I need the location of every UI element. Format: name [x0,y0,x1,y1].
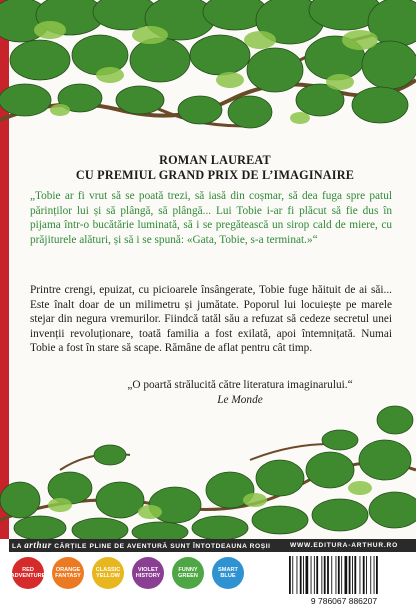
barcode-bar [292,556,293,594]
award-heading-line2: CU PREMIUL GRAND PRIX DE L’IMAGINAIRE [75,168,355,182]
barcode-bar [370,556,371,594]
tagline-prefix: LA [12,543,22,550]
barcode-bar [376,556,378,594]
barcode-bar [289,556,291,594]
barcode-bar [327,556,329,594]
barcode-digits: 9 786067 886207 [310,596,378,606]
barcode-bar [311,556,312,594]
publisher-tagline [12,540,271,552]
excerpt-quote: „Tobie ar fi vrut să se poată trezi, să iasă din coșmar, să dea fuga spre patul părinților lui și să plângă, să plângă... Lui Tobie i-ar fi plăcut să fie dus în pijama într-o bucătărie luminată, să i se pregătească un sirop cald de miere, cu prăjiturele alături, și să i se spună: «Gata, Tobie, s-a terminat.»“ [30,190,392,246]
collection-badge-yellow: CLASSIC YELLOW [92,557,124,589]
barcode-bar [349,556,351,594]
collection-badge-red: RED ADVENTURE [12,557,44,589]
review-text: „O poartă strălucită către literatura imaginarului.“ [127,379,353,391]
barcode-bar [345,556,348,594]
barcode-bar [360,556,361,594]
barcode-bar [331,556,332,594]
tagline-rest: CĂRȚILE PLINE DE AVENTURĂ SUNT ÎNTOTDEAUNA ROȘII [54,543,271,550]
collection-badge-green: FUNNY GREEN [172,557,204,589]
barcode-bar [306,556,309,594]
barcode-bar [366,556,367,594]
review-source: Le Monde [217,393,263,406]
collection-badge-orange: ORANGE FANTASY [52,557,84,589]
collection-badge-violet: VIOLET HISTORY [132,557,164,589]
award-heading [30,153,400,183]
publisher-website: WWW.EDITURA-ARTHUR.RO [290,542,398,549]
barcode-bar [316,556,318,594]
arthur-logo-text: arthur [24,540,52,550]
barcode-bar [314,556,315,594]
collection-badge-blue: SMART BLUE [212,557,244,589]
collection-badges [12,557,244,589]
barcode-bar [338,556,340,594]
top-foliage [0,0,416,128]
barcode-bar [321,556,322,594]
synopsis-text: Printre crengi, epuizat, cu picioarele însângerate, Tobie fuge hăituit de ai săi... Este înalt doar de un milimetru și jumătate. Poporul lui locuiește pe marele stejar din negura vremurilor. Fiindcă tatăl său a refuzat să cedeze secretul unei invenții revoluționare, toată familia a fost exilată, apoi întemnițată. Numai Tobie a fost în stare să scape. Rămâne de aflat pentru cât timp. [30,284,392,355]
barcode-bar [300,556,302,594]
barcode-bar [341,556,342,594]
barcode-bar [352,556,353,594]
bottom-foliage [0,406,416,542]
barcode-bar [324,556,326,594]
barcode-bar [336,556,337,594]
barcode-bar [297,556,298,594]
barcode-bar [363,556,365,594]
barcode-bar [354,556,356,594]
award-heading-line1: ROMAN LAUREAT [159,153,271,167]
barcode-bar [374,556,375,594]
isbn-barcode [283,553,405,607]
barcode-bar [303,556,304,594]
press-review [120,378,360,407]
